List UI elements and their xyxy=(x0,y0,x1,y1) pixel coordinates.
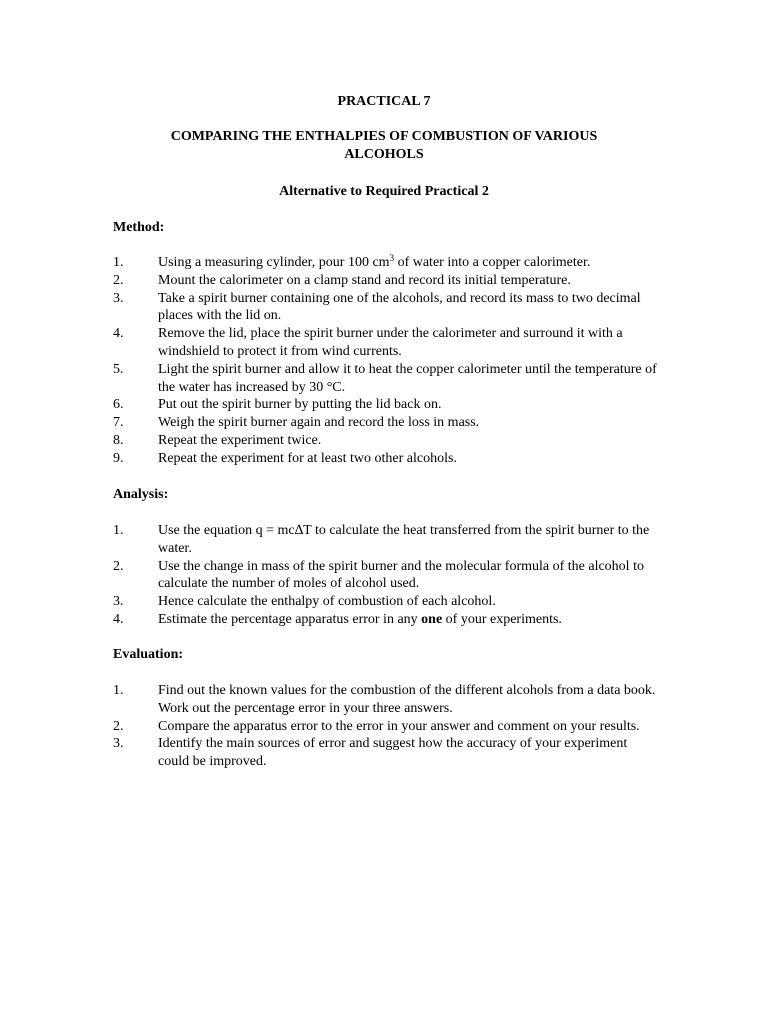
item-text: Weigh the spirit burner again and record the loss in mass. xyxy=(158,415,480,431)
item-number: 7. xyxy=(113,415,124,431)
list-item xyxy=(0,414,768,432)
list-item xyxy=(0,396,768,414)
item-text: Light the spirit burner and allow it to heat the copper calorimeter until the temperature of the water has increased by 30 °C. xyxy=(158,361,657,395)
item-number: 8. xyxy=(113,432,124,448)
item-text: Remove the lid, place the spirit burner under the calorimeter and surround it with a windshield to protect it from wind currents. xyxy=(158,326,623,359)
analysis-heading: Analysis: xyxy=(113,487,169,502)
method-list xyxy=(0,254,768,468)
item-number: 1. xyxy=(113,255,124,270)
list-item xyxy=(0,593,768,611)
item-number: 3. xyxy=(113,594,124,610)
item-text: Identify the main sources of error and suggest how the accuracy of your experiment could be improved. xyxy=(158,736,628,770)
emphasis-text: one xyxy=(421,611,443,627)
list-item xyxy=(0,522,768,558)
item-text: Hence calculate the enthalpy of combustion of each alcohol. xyxy=(158,594,496,610)
evaluation-heading: Evaluation: xyxy=(113,647,184,662)
list-item xyxy=(0,432,768,450)
item-number: 1. xyxy=(113,683,124,698)
item-text xyxy=(158,611,658,629)
item-text-part: Estimate the percentage apparatus error in any xyxy=(158,611,422,627)
item-number: 2. xyxy=(113,718,124,734)
item-text: Find out the known values for the combustion of the different alcohols from a data book. Work out the percentage error in your three answers. xyxy=(158,683,656,716)
list-item xyxy=(0,272,768,290)
list-item xyxy=(0,718,768,736)
item-text: Use the change in mass of the spirit burner and the molecular formula of the alcohol to calculate the number of moles of alcohol used. xyxy=(158,558,644,592)
item-text xyxy=(158,254,658,272)
item-number: 5. xyxy=(113,361,124,377)
item-text: Compare the apparatus error to the error in your answer and comment on your results. xyxy=(158,718,640,734)
item-text: Mount the calorimeter on a clamp stand and record its initial temperature. xyxy=(158,272,571,288)
item-number: 3. xyxy=(113,736,124,752)
item-text-part: Using a measuring cylinder, pour 100 cm xyxy=(158,255,390,270)
analysis-list xyxy=(0,522,768,629)
item-text-part: of water into a copper calorimeter. xyxy=(394,255,591,270)
method-heading: Method: xyxy=(113,220,165,235)
item-number: 2. xyxy=(113,272,124,288)
item-text-part: of your experiments. xyxy=(442,611,562,627)
item-number: 4. xyxy=(113,611,124,627)
main-title-line-1: COMPARING THE ENTHALPIES OF COMBUSTION OF VARIOUS xyxy=(170,129,598,144)
list-item xyxy=(0,325,768,361)
item-number: 4. xyxy=(113,326,124,342)
list-item xyxy=(0,290,768,326)
item-number: 9. xyxy=(113,450,124,466)
main-title-line-2: ALCOHOLS xyxy=(344,147,424,162)
subtitle: Alternative to Required Practical 2 xyxy=(279,184,489,199)
superscript: 3 xyxy=(389,253,395,263)
item-text: Take a spirit burner containing one of the alcohols, and record its mass to two decimal places with the lid on. xyxy=(158,290,641,324)
item-number: 1. xyxy=(113,523,124,538)
item-number: 2. xyxy=(113,558,124,574)
item-text: Use the equation q = mc∆T to calculate the heat transferred from the spirit burner to the water. xyxy=(158,523,650,556)
evaluation-list xyxy=(0,682,768,771)
list-item xyxy=(0,682,768,718)
list-item xyxy=(0,558,768,594)
item-number: 3. xyxy=(113,290,124,306)
list-item xyxy=(0,611,768,629)
item-text: Repeat the experiment for at least two other alcohols. xyxy=(158,450,457,466)
list-item xyxy=(0,361,768,397)
item-number: 6. xyxy=(113,397,124,413)
item-text: Repeat the experiment twice. xyxy=(158,432,322,448)
item-text: Put out the spirit burner by putting the lid back on. xyxy=(158,397,442,413)
list-item xyxy=(0,254,768,272)
practical-title: PRACTICAL 7 xyxy=(337,94,431,109)
list-item xyxy=(0,735,768,771)
list-item xyxy=(0,450,768,468)
